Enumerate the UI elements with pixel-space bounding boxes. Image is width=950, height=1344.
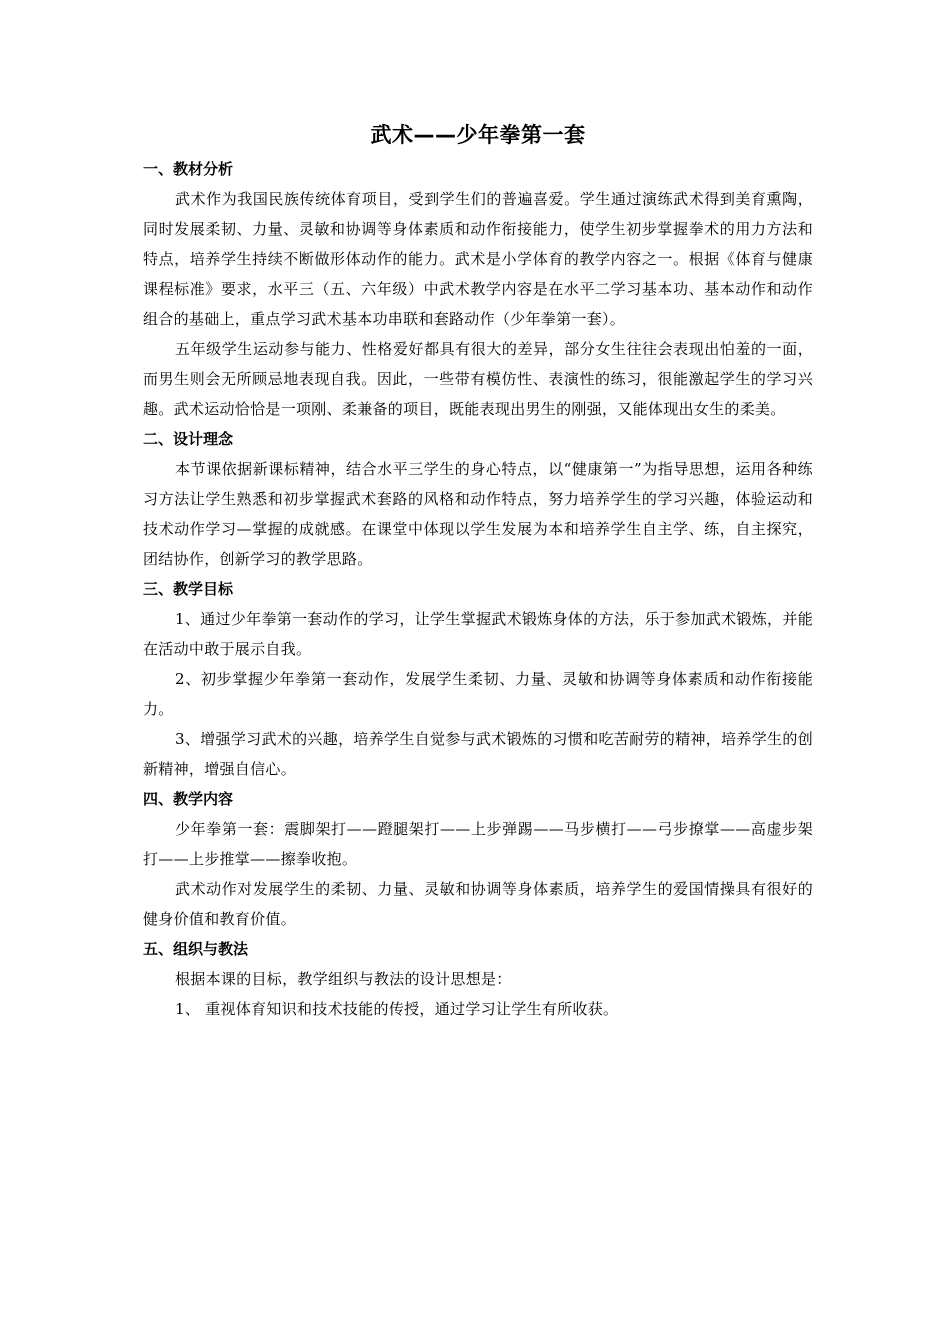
paragraph: 3、增强学习武术的兴趣，培养学生自觉参与武术锻炼的习惯和吃苦耐劳的精神，培养学生的创新精神，增强自信心。 <box>143 730 813 778</box>
paragraph: 1、通过少年拳第一套动作的学习，让学生掌握武术锻炼身体的方法，乐于参加武术锻炼，并能在活动中敢于展示自我。 <box>143 610 813 658</box>
section-heading: 二、设计理念 <box>143 430 234 448</box>
paragraph: 五年级学生运动参与能力、性格爱好都具有很大的差异，部分女生往往会表现出怕羞的一面，而男生则会无所顾忌地表现自我。因此，一些带有模仿性、表演性的练习，很能激起学生的学习兴趣。武术运动恰恰是一项刚、柔兼备的项目，既能表现出男生的刚强，又能体现出女生的柔美。 <box>143 340 813 418</box>
document-page <box>143 118 813 1024</box>
section-design-concept <box>143 424 813 574</box>
document-title: 武术——少年拳第一套 <box>370 123 586 147</box>
section-heading: 四、教学内容 <box>143 790 234 808</box>
section-textbook-analysis <box>143 154 813 424</box>
section-teaching-content <box>143 784 813 934</box>
section-teaching-objectives <box>143 574 813 784</box>
paragraph: 武术作为我国民族传统体育项目，受到学生们的普遍喜爱。学生通过演练武术得到美育熏陶，同时发展柔韧、力量、灵敏和协调等身体素质和动作衔接能力，使学生初步掌握拳术的用力方法和特点，培养学生持续不断做形体动作的能力。武术是小学体育的教学内容之一。根据《体育与健康课程标准》要求，水平三（五、六年级）中武术教学内容是在水平二学习基本功、基本动作和动作组合的基础上，重点学习武术基本功串联和套路动作（少年拳第一套）。 <box>143 190 813 328</box>
paragraph: 本节课依据新课标精神，结合水平三学生的身心特点，以“健康第一”为指导思想，运用各种练习方法让学生熟悉和初步掌握武术套路的风格和动作特点，努力培养学生的学习兴趣，体验运动和技术动作学习—掌握的成就感。在课堂中体现以学生发展为本和培养学生自主学、练，自主探究，团结协作，创新学习的教学思路。 <box>143 460 813 568</box>
section-heading: 一、教材分析 <box>143 160 234 178</box>
paragraph: 根据本课的目标，教学组织与教法的设计思想是： <box>175 970 512 988</box>
paragraph: 武术动作对发展学生的柔韧、力量、灵敏和协调等身体素质，培养学生的爱国情操具有很好的健身价值和教育价值。 <box>143 880 813 928</box>
paragraph: 2、初步掌握少年拳第一套动作，发展学生柔韧、力量、灵敏和协调等身体素质和动作衔接能力。 <box>143 670 813 718</box>
section-organization-method <box>143 934 813 1024</box>
section-heading: 五、组织与教法 <box>143 940 249 958</box>
paragraph: 少年拳第一套：震脚架打——蹬腿架打——上步弹踢——马步横打——弓步撩掌——高虚步架打——上步推掌——擦拳收抱。 <box>143 820 813 868</box>
section-heading: 三、教学目标 <box>143 580 234 598</box>
paragraph: 1、 重视体育知识和技术技能的传授，通过学习让学生有所收获。 <box>175 1000 619 1018</box>
